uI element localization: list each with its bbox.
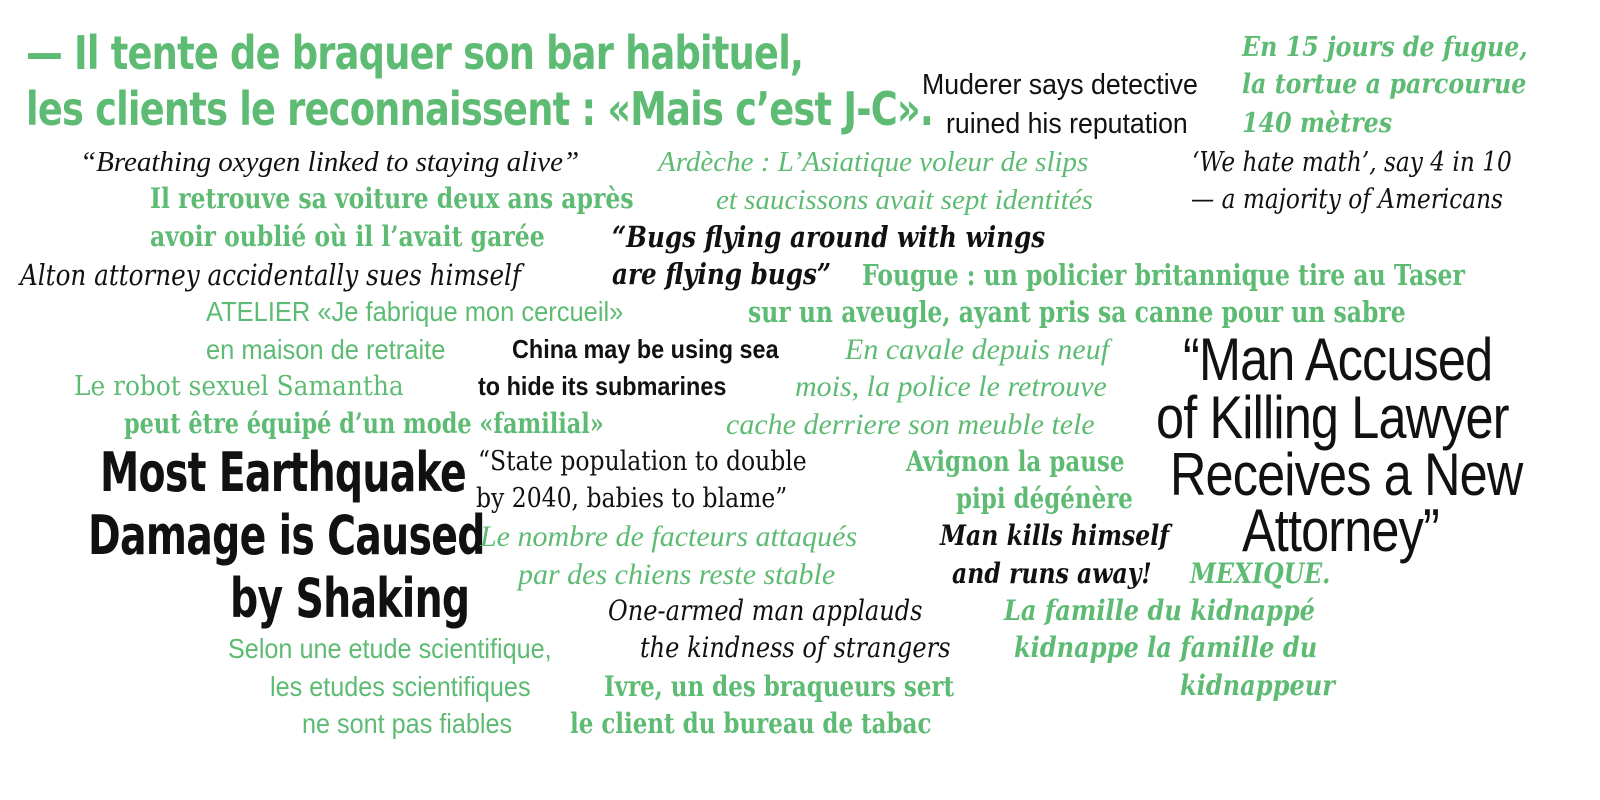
tortue-line3: 140 mètres bbox=[1242, 108, 1393, 139]
lawyer-line4: Attorney” bbox=[1242, 497, 1439, 564]
ivre-line1: Ivre, un des braqueurs sert bbox=[604, 670, 955, 703]
mexique-label: MEXIQUE. bbox=[1190, 557, 1331, 590]
atelier-line2: en maison de retraite bbox=[206, 334, 446, 365]
kills-line1: Man kills himself bbox=[940, 519, 1170, 552]
bar-headline-line1: — Il tente de braquer son bar habituel, bbox=[26, 26, 804, 80]
bugs-line2: are flying bugs” bbox=[612, 257, 832, 291]
quake-line3: by Shaking bbox=[230, 567, 470, 630]
ardeche-line2: et saucissons avait sept identités bbox=[716, 184, 1093, 216]
kidnappe-line2: kidnappe la famille du bbox=[1014, 631, 1318, 664]
robot-line1: Le robot sexuel Samantha bbox=[74, 371, 404, 402]
cavale-line1: En cavale depuis neuf bbox=[845, 333, 1110, 366]
voiture-line2: avoir oublié où il l’avait garée bbox=[150, 220, 545, 253]
china-line1: China may be using sea bbox=[512, 334, 779, 364]
kills-line2: and runs away! bbox=[952, 557, 1152, 590]
kidnappe-line3: kidnappeur bbox=[1180, 669, 1335, 702]
tortue-line2: la tortue a parcourue bbox=[1242, 69, 1527, 100]
cavale-line2: mois, la police le retrouve bbox=[795, 370, 1107, 403]
taser-line1: Fougue : un policier britannique tire au Taser bbox=[862, 258, 1465, 292]
ivre-line2: le client du bureau de tabac bbox=[570, 707, 932, 740]
facteurs-line2: par des chiens reste stable bbox=[518, 558, 836, 591]
state-line1: “State population to double bbox=[478, 446, 807, 477]
muderer-line1: Muderer says detective bbox=[922, 69, 1198, 101]
bar-headline-line2: les clients le reconnaissent : «Mais c’est J-C». bbox=[26, 82, 934, 136]
muderer-line2: ruined his reputation bbox=[946, 108, 1188, 140]
lawyer-line3: Receives a New bbox=[1170, 441, 1523, 508]
robot-line2: peut être équipé d’un mode «familial» bbox=[124, 407, 604, 440]
lawyer-line1: “Man Accused bbox=[1183, 326, 1493, 393]
atelier-line1: ATELIER «Je fabrique mon cercueil» bbox=[206, 296, 624, 327]
china-line2: to hide its submarines bbox=[478, 371, 727, 401]
bugs-line1: “Bugs flying around with wings bbox=[612, 220, 1046, 254]
avignon-line1: Avignon la pause bbox=[906, 445, 1125, 478]
kidnappe-line1: La famille du kidnappé bbox=[1004, 594, 1316, 627]
facteurs-line1: Le nombre de facteurs attaqués bbox=[480, 520, 858, 553]
state-line2: by 2040, babies to blame” bbox=[476, 483, 788, 514]
math-line2: — a majority of Americans bbox=[1191, 184, 1503, 215]
cavale-line3: cache derriere son meuble tele bbox=[726, 408, 1095, 441]
quake-line2: Damage is Caused bbox=[88, 504, 485, 567]
onearmed-line1: One-armed man applauds bbox=[608, 594, 923, 627]
lawyer-line2: of Killing Lawyer bbox=[1156, 384, 1509, 451]
taser-line2: sur un aveugle, ayant pris sa canne pour un sabre bbox=[748, 295, 1406, 329]
oxygen-headline: “Breathing oxygen linked to staying alive” bbox=[80, 146, 580, 178]
alton-headline: Alton attorney accidentally sues himself bbox=[20, 258, 522, 292]
avignon-line2: pipi dégénère bbox=[956, 482, 1133, 515]
etude-line2: les etudes scientifiques bbox=[270, 671, 531, 702]
ardeche-line1: Ardèche : L’Asiatique voleur de slips bbox=[658, 146, 1089, 178]
quake-line1: Most Earthquake bbox=[100, 441, 467, 504]
tortue-line1: En 15 jours de fugue, bbox=[1242, 32, 1528, 63]
etude-line3: ne sont pas fiables bbox=[302, 708, 513, 739]
voiture-line1: Il retrouve sa voiture deux ans après bbox=[150, 182, 634, 215]
etude-line1: Selon une etude scientifique, bbox=[228, 633, 552, 664]
math-line1: ‘We hate math’, say 4 in 10 bbox=[1192, 147, 1512, 178]
onearmed-line2: the kindness of strangers bbox=[640, 631, 951, 664]
